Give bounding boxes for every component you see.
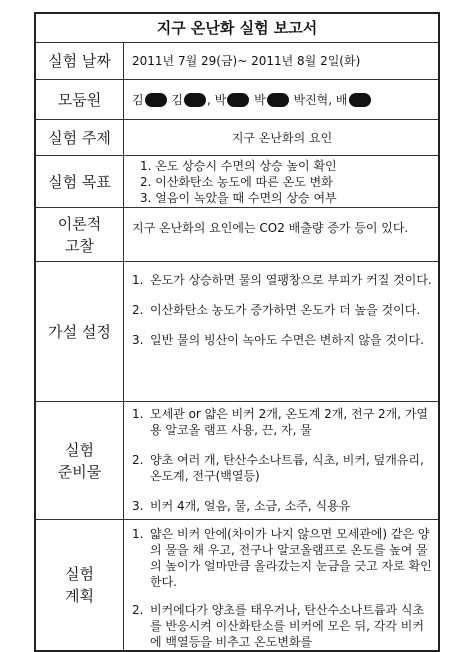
hypothesis-item	[132, 302, 432, 318]
member-name: 배	[335, 92, 348, 107]
material-item	[132, 452, 432, 484]
label-plan-line2: 계획	[65, 587, 94, 605]
date-text: 2011년 7월 29(금)~ 2011년 8월 2일(화)	[132, 53, 361, 68]
label-materials-line1: 실험	[65, 440, 94, 459]
topic-text: 지구 온난화의 요인	[231, 130, 333, 145]
label-theory	[36, 208, 124, 261]
item-number: 3.	[132, 499, 144, 513]
label-theory-line2: 고찰	[65, 236, 94, 255]
topic-value	[132, 120, 432, 155]
row-plan	[36, 520, 438, 650]
date-value	[132, 42, 432, 79]
material-item	[132, 406, 432, 438]
redaction-mark	[227, 93, 249, 107]
material-item	[132, 498, 432, 514]
members-value: 김 김 , 박 박 박진혁, 배	[132, 80, 432, 119]
label-materials	[36, 402, 124, 519]
member-name: 박	[214, 92, 227, 107]
materials-list	[132, 402, 432, 519]
redaction-mark	[267, 93, 289, 107]
member-name: 김	[132, 92, 144, 107]
member-name: 박	[254, 92, 266, 107]
row-topic	[36, 120, 438, 156]
redaction-mark	[184, 93, 206, 107]
report-title: 지구 온난화 실험 보고서	[36, 14, 438, 43]
member-name: 김	[171, 92, 184, 107]
item-number: 1.	[132, 407, 144, 421]
plan-item	[132, 602, 432, 650]
goal-item: 3. 얼음이 녹았을 때 수면의 상승 여부	[140, 191, 337, 205]
label-hypothesis: 가설 설정	[36, 262, 124, 401]
redaction-mark	[349, 93, 371, 107]
item-text: 양초 여러 개, 탄산수소나트륨, 식초, 비커, 덮개유리, 온도계, 전구(백열등)	[150, 453, 424, 483]
theory-text: 지구 온난화의 요인에는 CO2 배출량 증가 등이 있다.	[132, 221, 409, 235]
item-text: 일반 물의 빙산이 녹아도 수면은 변하지 않을 것이다.	[150, 333, 424, 347]
item-text: 얇은 비커 안에(차이가 나지 않으면 모세관에) 같은 양의 물을 채 우고, 전구나 알코올램프로 온도를 높여 물의 높이가 얼마만큼 올라갔는지 눈금을 긋고 자로 확인한다.	[150, 527, 432, 589]
label-goals: 실험 목표	[36, 156, 124, 207]
theory-value	[132, 208, 432, 261]
item-number: 2.	[132, 303, 144, 317]
row-materials	[36, 402, 438, 520]
item-number: 1.	[132, 527, 144, 541]
label-theory-line1: 이론적	[57, 214, 102, 233]
item-number: 3.	[132, 333, 144, 347]
member-name: 박진혁,	[293, 92, 333, 107]
item-text: 온도가 상승하면 물의 열팽창으로 부피가 커질 것이다.	[150, 273, 432, 287]
item-text: 이산화탄소 농도가 증가하면 온도가 더 높을 것이다.	[150, 303, 421, 317]
hypothesis-item	[132, 272, 432, 288]
label-plan-line1: 실험	[65, 565, 94, 583]
row-hypothesis	[36, 262, 438, 402]
item-text: 비커에다가 양초를 태우거나, 탄산수소나트륨과 식초를 반응시켜 이산화탄소를 비커에 모은 뒤, 각각 비커에 백열등을 비추고 온도변화를	[150, 603, 425, 649]
label-date: 실험 날짜	[36, 42, 124, 79]
item-text: 모세관 or 얇은 비커 2개, 온도계 2개, 전구 2개, 가열용 알코올 램프 사용, 끈, 자, 물	[150, 407, 429, 437]
plan-item	[132, 526, 432, 590]
item-number: 2.	[132, 603, 144, 617]
label-materials-line2: 준비물	[57, 462, 102, 481]
hypothesis-list	[132, 262, 432, 401]
item-number: 1.	[132, 273, 144, 287]
hypothesis-item	[132, 332, 432, 348]
plan-list	[132, 520, 432, 650]
label-plan	[36, 520, 124, 650]
row-goals	[36, 156, 438, 208]
row-theory	[36, 208, 438, 262]
row-date	[36, 42, 438, 80]
label-topic: 실험 주제	[36, 120, 124, 155]
goal-item: 2. 이산화탄소 농도에 따른 온도 변화	[140, 175, 333, 189]
item-number: 2.	[132, 453, 144, 467]
report-sheet	[34, 12, 440, 652]
item-text: 비커 4개, 얼음, 물, 소금, 소주, 식용유	[150, 499, 351, 513]
goal-item: 1. 온도 상승시 수면의 상승 높이 확인	[140, 159, 337, 173]
redaction-mark	[145, 93, 167, 107]
goals-list	[140, 156, 432, 207]
label-members: 모둠원	[36, 80, 124, 119]
row-members	[36, 80, 438, 120]
